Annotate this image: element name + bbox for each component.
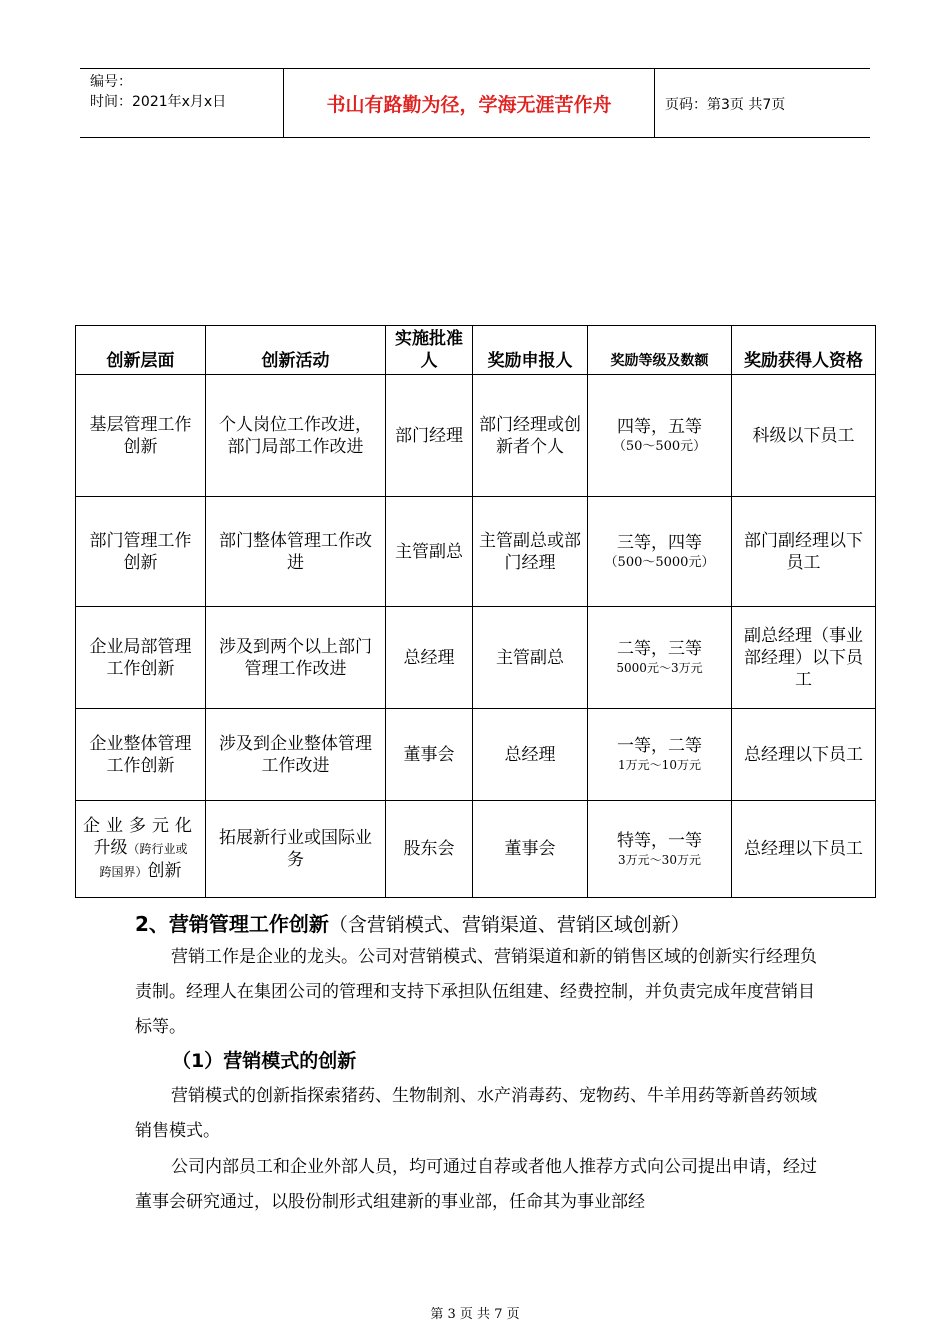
column-header: 实施批准人	[386, 326, 473, 375]
paragraph: 营销模式的创新指探索猪药、生物制剂、水产消毒药、宠物药、牛羊用药等新兽药领域销售模式。	[135, 1086, 817, 1141]
table-row	[76, 375, 876, 497]
column-header: 奖励申报人	[473, 326, 588, 375]
section-title	[135, 908, 690, 937]
header-page-number: 页码：第3页 共7页	[665, 97, 786, 113]
innovation-reward-table	[75, 325, 876, 898]
table-row	[76, 709, 876, 801]
cell-activity: 拓展新行业或国际业务	[206, 801, 386, 898]
cell-applicant: 部门经理或创新者个人	[473, 375, 588, 497]
cell-applicant: 主管副总	[473, 607, 588, 709]
cell-reward	[588, 497, 732, 607]
reward-amount: 1万元～10万元	[618, 758, 701, 772]
header-motto: 书山有路勤为径，学海无涯苦作舟	[284, 69, 655, 137]
section-subtitle: （含营销模式、营销渠道、营销区域创新）	[328, 914, 690, 936]
cell-activity: 部门整体管理工作改进	[206, 497, 386, 607]
cell-approver: 董事会	[386, 709, 473, 801]
reward-amount: 5000元～3万元	[616, 661, 703, 675]
column-header: 奖励等级及数额	[588, 326, 732, 375]
cell-reward	[588, 709, 732, 801]
column-header: 奖励获得人资格	[732, 326, 876, 375]
level-line	[82, 837, 199, 860]
section-heading: 2、营销管理工作创新	[135, 912, 329, 936]
table-header-row	[76, 326, 876, 375]
cell-eligibility: 部门副经理以下员工	[732, 497, 876, 607]
level-note: （跨行业或	[127, 842, 188, 856]
cell-eligibility: 副总经理（事业部经理）以下员工	[732, 607, 876, 709]
cell-applicant: 总经理	[473, 709, 588, 801]
cell-approver: 总经理	[386, 607, 473, 709]
header-meta	[80, 69, 284, 137]
cell-activity: 涉及到两个以上部门管理工作改进	[206, 607, 386, 709]
reward-grade: 一等，二等	[617, 736, 702, 756]
cell-approver: 部门经理	[386, 375, 473, 497]
table-row	[76, 801, 876, 898]
reward-grade: 三等，四等	[617, 532, 702, 553]
cell-approver: 股东会	[386, 801, 473, 898]
reward-amount: （500～5000元）	[604, 554, 715, 570]
level-text: 创新	[147, 861, 182, 881]
cell-applicant: 董事会	[473, 801, 588, 898]
cell-eligibility: 总经理以下员工	[732, 709, 876, 801]
cell-activity: 涉及到企业整体管理工作改进	[206, 709, 386, 801]
reward-grade: 四等，五等	[617, 416, 702, 437]
column-header: 创新活动	[206, 326, 386, 375]
page-header	[80, 68, 870, 138]
page-footer: 第 3 页 共 7 页	[430, 1307, 520, 1322]
cell-reward	[588, 801, 732, 898]
cell-approver: 主管副总	[386, 497, 473, 607]
cell-level: 企业整体管理工作创新	[76, 709, 206, 801]
cell-eligibility: 总经理以下员工	[732, 801, 876, 898]
reward-amount: 3万元～30万元	[618, 852, 701, 867]
cell-activity: 个人岗位工作改进，部门局部工作改进	[206, 375, 386, 497]
cell-level: 企业局部管理工作创新	[76, 607, 206, 709]
cell-level: 基层管理工作创新	[76, 375, 206, 497]
table-row	[76, 497, 876, 607]
reward-grade: 二等，三等	[617, 639, 702, 659]
cell-eligibility: 科级以下员工	[732, 375, 876, 497]
subsection-title: （1）营销模式的创新	[172, 1050, 357, 1072]
level-text: 升级	[93, 838, 128, 858]
cell-reward	[588, 375, 732, 497]
table-row	[76, 607, 876, 709]
paragraph: 公司内部员工和企业外部人员，均可通过自荐或者他人推荐方式向公司提出申请，经过董事会研究通过，以股份制形式组建新的事业部，任命其为事业部经	[135, 1157, 817, 1212]
paragraph: 营销工作是企业的龙头。公司对营销模式、营销渠道和新的销售区域的创新实行经理负责制。经理人在集团公司的管理和支持下承担队伍组建、经费控制，并负责完成年度营销目标等。	[135, 947, 817, 1037]
cell-applicant: 主管副总或部门经理	[473, 497, 588, 607]
reward-grade: 特等，一等	[617, 830, 702, 851]
document-time: 时间：2021年x月x日	[90, 94, 227, 110]
cell-level	[76, 801, 206, 898]
level-note: 跨国界）	[99, 865, 148, 879]
reward-amount: （50～500元）	[612, 438, 707, 454]
document-number: 编号：	[90, 74, 132, 90]
cell-reward	[588, 607, 732, 709]
level-line: 企业多元化	[83, 816, 198, 836]
cell-level: 部门管理工作创新	[76, 497, 206, 607]
level-line	[82, 860, 199, 883]
column-header: 创新层面	[76, 326, 206, 375]
